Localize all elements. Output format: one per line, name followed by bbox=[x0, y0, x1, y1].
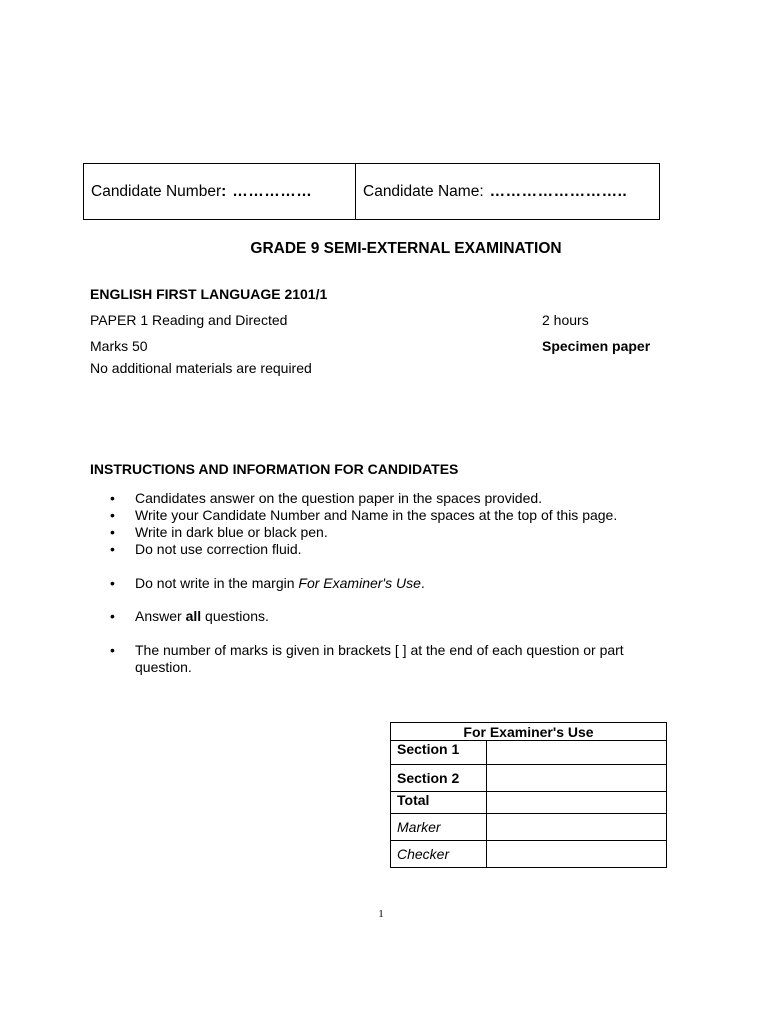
candidate-name-cell bbox=[356, 164, 659, 219]
score-cell-checker[interactable] bbox=[487, 841, 667, 868]
score-cell-total[interactable] bbox=[487, 792, 667, 814]
bullet-icon: • bbox=[110, 524, 115, 540]
candidate-number-field[interactable]: …………… bbox=[232, 182, 313, 200]
instruction-list-2 bbox=[110, 575, 670, 592]
instruction-item: • Answer all questions. bbox=[110, 608, 269, 624]
duration: 2 hours bbox=[542, 312, 589, 328]
bullet-icon: • bbox=[110, 490, 115, 506]
paper-type: Specimen paper bbox=[542, 338, 651, 354]
row-label-section-2: Section 2 bbox=[391, 765, 487, 792]
materials-note: No additional materials are required bbox=[90, 360, 312, 376]
candidate-number-cell bbox=[84, 164, 356, 219]
candidate-number-colon: : bbox=[221, 182, 227, 200]
bullet-icon: • bbox=[110, 507, 115, 523]
instruction-item: • Write your Candidate Number and Name in the spaces at the top of this page. bbox=[110, 507, 618, 523]
bullet-icon: • bbox=[110, 541, 115, 557]
table-row bbox=[391, 841, 667, 868]
score-cell-section-2[interactable] bbox=[487, 765, 667, 792]
table-row bbox=[391, 765, 667, 792]
instruction-list-4 bbox=[110, 642, 670, 676]
table-row bbox=[391, 792, 667, 814]
subject-code: ENGLISH FIRST LANGUAGE 2101/1 bbox=[90, 286, 328, 302]
instruction-list-3 bbox=[110, 608, 670, 625]
bullet-icon: • bbox=[110, 642, 115, 658]
instruction-item: • The number of marks is given in brackets [ ] at the end of each question or part question. bbox=[110, 642, 624, 675]
page-number: 1 bbox=[378, 908, 384, 920]
row-label-total: Total bbox=[391, 792, 487, 814]
row-label-section-1: Section 1 bbox=[391, 741, 487, 765]
paper-name: PAPER 1 Reading and Directed bbox=[90, 312, 288, 328]
examiner-table-heading: For Examiner's Use bbox=[391, 723, 667, 741]
candidate-number-label: Candidate Number bbox=[91, 182, 222, 200]
table-row bbox=[391, 741, 667, 765]
score-cell-section-1[interactable] bbox=[487, 741, 667, 765]
candidate-name-field[interactable]: …………………….. bbox=[489, 182, 628, 200]
score-cell-marker[interactable] bbox=[487, 814, 667, 841]
table-row bbox=[391, 814, 667, 841]
candidate-details-box bbox=[83, 163, 660, 220]
examiner-use-table bbox=[390, 722, 667, 868]
instruction-item: • Do not use correction fluid. bbox=[110, 541, 302, 557]
instruction-item: • Do not write in the margin For Examiner's Use. bbox=[110, 575, 425, 591]
candidate-name-label: Candidate Name: bbox=[363, 182, 484, 200]
bullet-icon: • bbox=[110, 575, 115, 591]
instructions-heading: INSTRUCTIONS AND INFORMATION FOR CANDIDATES bbox=[90, 461, 459, 477]
instruction-item: • Write in dark blue or black pen. bbox=[110, 524, 328, 540]
row-label-marker: Marker bbox=[391, 814, 487, 841]
row-label-checker: Checker bbox=[391, 841, 487, 868]
instruction-list-1 bbox=[110, 490, 670, 558]
instruction-item: • Candidates answer on the question paper in the spaces provided. bbox=[110, 490, 543, 506]
total-marks: Marks 50 bbox=[90, 338, 148, 354]
exam-title: GRADE 9 SEMI-EXTERNAL EXAMINATION bbox=[250, 240, 562, 257]
bullet-icon: • bbox=[110, 608, 115, 624]
